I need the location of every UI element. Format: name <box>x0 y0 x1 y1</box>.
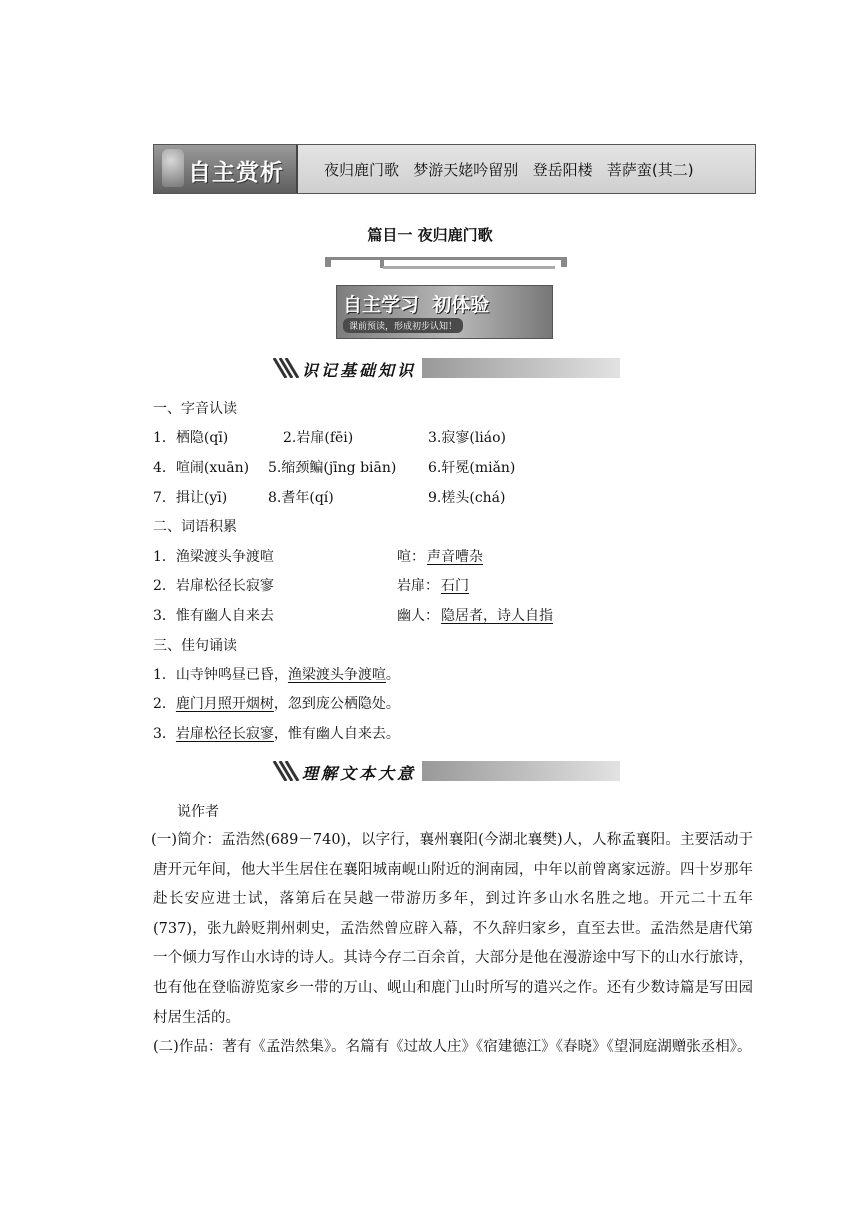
study-banner <box>336 285 553 339</box>
line-text-underlined: 渔梁渡头争渡喧 <box>287 667 386 683</box>
line-text-underlined: 鹿门月照开烟树 <box>175 696 274 712</box>
pinyin-item: 6.轩冕(miǎn) <box>428 460 516 476</box>
recitation-line <box>153 665 400 685</box>
line-number: 2． <box>153 696 176 712</box>
pinyin-item: 4．喧闹(xuān) <box>153 460 250 476</box>
subsection-bar <box>422 358 620 378</box>
vocab-term: 幽人： <box>397 608 439 624</box>
decorative-divider <box>325 257 567 269</box>
subsection-bar <box>422 761 620 781</box>
stripes-icon <box>272 761 300 781</box>
pinyin-item: 8.耆年(qí) <box>268 490 334 506</box>
stripes-icon <box>272 358 300 378</box>
pinyin-item: 2.岩扉(fēi) <box>283 430 354 446</box>
pinyin-item: 3.寂寥(liáo) <box>428 430 507 446</box>
recitation-line <box>153 694 400 714</box>
subsection-title: 理解文本大意 <box>302 764 417 783</box>
vocab-definition: 石门 <box>441 578 469 594</box>
vocab-definition: 隐居者，诗人自指 <box>441 608 553 624</box>
line-text: ，惟有幽人自来去。 <box>273 726 400 742</box>
study-banner-title: 自主学习 初体验 <box>343 294 490 316</box>
seal-icon <box>162 149 184 187</box>
study-banner-subtitle: 课前预读，形成初步认知！ <box>343 318 463 333</box>
line-text: 。 <box>385 667 400 683</box>
author-intro: (一)简介：孟浩然(689－740)，以字行，襄州襄阳(今湖北襄樊)人，人称孟襄阳。主要活动于唐开元年间，他大半生居住在襄阳城南岘山附近的涧南园，中年以前曾离家远游。四十岁那年赴长安应进士试，落第后在吴越一带游历多年，到过许多山水名胜之地。开元二十五年(737)，张九龄贬荆州刺史，孟浩然曾应辟入幕，不久辞归家乡，直至去世。孟浩然是唐代第一个倾力写作山水诗的诗人。其诗今存二百余首，大部分是他在漫游途中写下的山水行旅诗，也有他在登临游览家乡一带的万山、岘山和鹿门山时所写的遣兴之作。还有少数诗篇是写田园村居生活的。 <box>151 832 753 1026</box>
subsection-title: 识记基础知识 <box>302 361 417 380</box>
part1-title: 一、字音认读 <box>153 401 237 417</box>
banner-badge-text: 自主赏析 <box>188 160 284 186</box>
header-banner <box>153 144 756 194</box>
banner-badge <box>154 145 298 193</box>
line-text: 山寺钟鸣昼已昏， <box>175 667 288 683</box>
subsection-header-meaning <box>272 761 620 781</box>
part3-title: 三、佳句诵读 <box>153 638 237 654</box>
part2-title: 二、词语积累 <box>153 519 237 535</box>
subsection-header-knowledge <box>272 358 620 378</box>
pinyin-item: 1．栖隐(qī) <box>153 430 229 446</box>
vocab-phrase: 3．惟有幽人自来去 <box>153 608 274 624</box>
vocab-phrase: 1．渔梁渡头争渡喧 <box>153 549 274 565</box>
line-text-underlined: 岩扉松径长寂寥 <box>175 726 274 742</box>
vocab-term: 岩扉： <box>397 578 439 594</box>
line-number: 3． <box>153 726 176 742</box>
recitation-line <box>153 724 400 744</box>
pinyin-item: 9.槎头(chá) <box>428 490 506 506</box>
line-text: ，忽到庞公栖隐处。 <box>273 696 400 712</box>
author-works: (二)作品：著有《孟浩然集》。名篇有《过故人庄》《宿建德江》《春晓》《望洞庭湖赠张丞相》。 <box>153 1039 752 1055</box>
pinyin-item: 5.缩颈鳊(jīng biān) <box>268 460 397 476</box>
author-label: 说作者 <box>177 804 219 820</box>
pinyin-item: 7．揖让(yī) <box>153 490 228 506</box>
section-title: 篇目一 夜归鹿门歌 <box>367 226 493 244</box>
line-number: 1． <box>153 667 176 683</box>
banner-titles: 夜归鹿门歌 梦游天姥吟留别 登岳阳楼 菩萨蛮(其二) <box>324 161 694 179</box>
vocab-definition: 声音嘈杂 <box>427 549 483 565</box>
vocab-phrase: 2．岩扉松径长寂寥 <box>153 578 274 594</box>
vocab-term: 喧： <box>397 549 425 565</box>
